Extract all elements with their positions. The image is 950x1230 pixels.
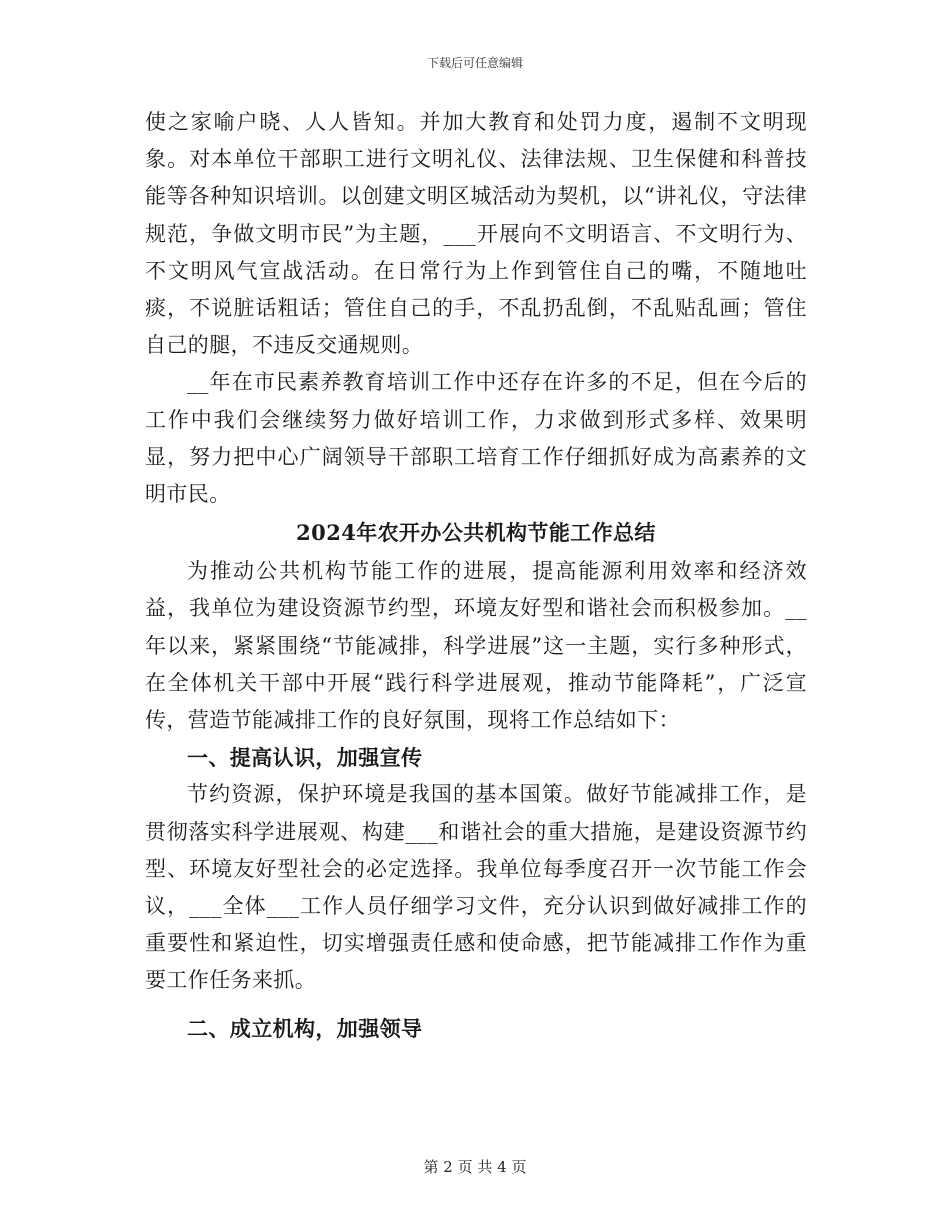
- intro-paragraph: 为推动公共机构节能工作的进展，提高能源利用效率和经济效益，我单位为建设资源节约型，环境友好型和谐社会而积极参加。__年以来，紧紧围绕“节能减排，科学进展”这一主题，实行多种形式，在全体机关干部中开展“践行科学进展观，推动节能降耗”，广泛宣传，营造节能减排工作的良好氛围，现将工作总结如下：: [145, 559, 807, 733]
- article-title: 2024年农开办公共机构节能工作总结: [296, 520, 656, 546]
- section-heading-1: 一、提高认识，加强宣传: [187, 745, 423, 771]
- continuation-paragraph: 使之家喻户晓、人人皆知。并加大教育和处罚力度，遏制不文明现象。对本单位干部职工进行文明礼仪、法律法规、卫生保健和科普技能等各种知识培训。以创建文明区城活动为契机，以“讲礼仪，守法律规范，争做文明市民”为主题，___开展向不文明语言、不文明行为、不文明风气宣战活动。在日常行为上作到管住自己的嘴，不随地吐痰，不说脏话粗话；管住自己的手，不乱扔乱倒，不乱贴乱画；管住自己的腿，不违反交通规则。: [145, 110, 807, 358]
- section-paragraph-1: 节约资源，保护环境是我国的基本国策。做好节能减排工作，是贯彻落实科学进展观、构建___和谐社会的重大措施，是建设资源节约型、环境友好型社会的必定选择。我单位每季度召开一次节能工作会议，___全体___工作人员仔细学习文件，充分认识到做好减排工作的重要性和紧迫性，切实增强责任感和使命感，把节能减排工作作为重要工作任务来抓。: [145, 782, 807, 993]
- page-indicator: 第 2 页 共 4 页: [423, 1158, 527, 1176]
- closing-paragraph: __年在市民素养教育培训工作中还存在许多的不足，但在今后的工作中我们会继续努力做好培训工作，力求做到形式多样、效果明显，努力把中心广阔领导干部职工培育工作仔细抓好成为高素养的文明市民。: [145, 370, 807, 507]
- document-body: [145, 104, 807, 1047]
- section-heading-2: 二、成立机构，加强领导: [187, 1015, 423, 1041]
- header-note: 下载后可任意编辑: [426, 56, 523, 70]
